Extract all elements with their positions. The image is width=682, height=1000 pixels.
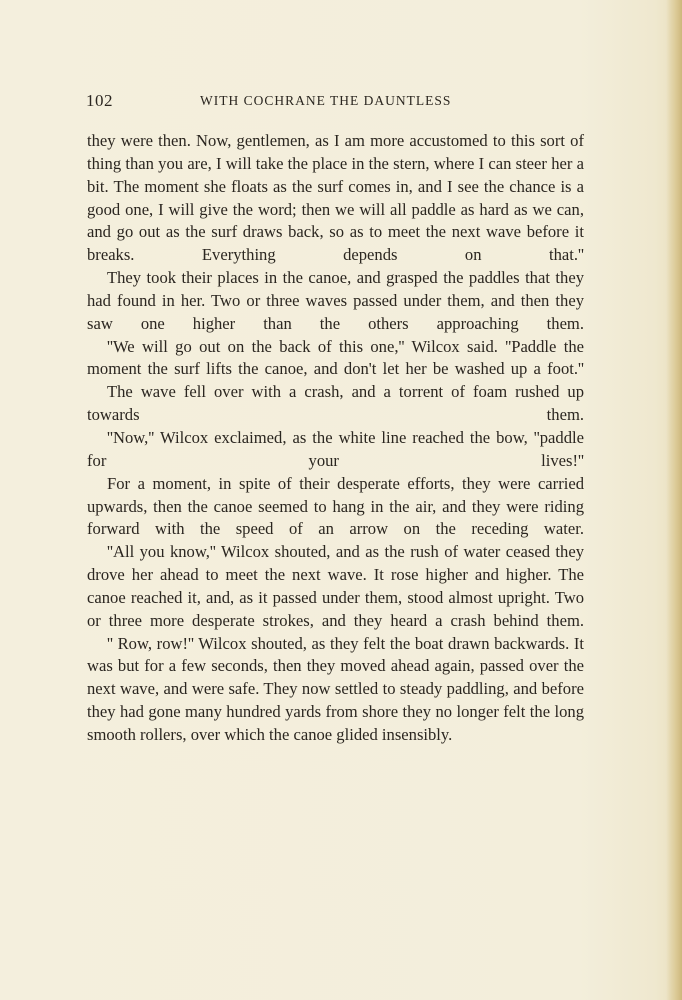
paragraph: they were then. Now, gentlemen, as I am more accustomed to this sort of thing than you are, I will take the place in the stern, where I can steer her a bit. The moment she floats as the surf comes in, and I see the chance is a good one, I will give the word; then we will all paddle as hard as we can, and go out as the surf draws back, so as to meet the next wave before it breaks. Everything depends on that.'' <box>87 131 584 265</box>
paragraph: They took their places in the canoe, and grasped the paddles that they had found in her. Two or three waves passed under them, and then they saw one higher than the others approaching them. <box>87 268 584 333</box>
running-title: WITH COCHRANE THE DAUNTLESS <box>200 93 452 108</box>
page-number: 102 <box>86 91 113 110</box>
page-header <box>86 91 586 113</box>
paragraph: The wave fell over with a crash, and a torrent of foam rushed up towards them. <box>87 382 584 425</box>
paragraph: For a moment, in spite of their desperate efforts, they were carried upwards, then the canoe seemed to hang in the air, and they were riding forward with the speed of an arrow on the receding water. <box>87 473 584 539</box>
paragraph: ''All you know,'' Wilcox shouted, and as the rush of water ceased they drove her ahead to meet the next wave. It rose higher and higher. The canoe reached it, and, as it passed under them, stood almost upright. Two or three more desperate strokes, and they heard a crash behind them. <box>87 542 584 630</box>
page-edge <box>666 0 682 1000</box>
paragraph: '' Row, row!'' Wilcox shouted, as they felt the boat drawn backwards. It was but for a few seconds, then they moved ahead again, passed over the next wave, and were safe. They now settled to steady paddling, and before they had gone many hundred yards from shore they no longer felt the long smooth rollers, over which the canoe glided insensibly. <box>87 633 584 744</box>
body-text <box>87 130 584 747</box>
paragraph: ''Now,'' Wilcox exclaimed, as the white line reached the bow, ''paddle for your lives!'' <box>87 427 584 470</box>
paragraph: ''We will go out on the back of this one,'' Wilcox said. ''Paddle the moment the surf lifts the canoe, and don't let her be washed up a foot.'' <box>87 336 584 379</box>
